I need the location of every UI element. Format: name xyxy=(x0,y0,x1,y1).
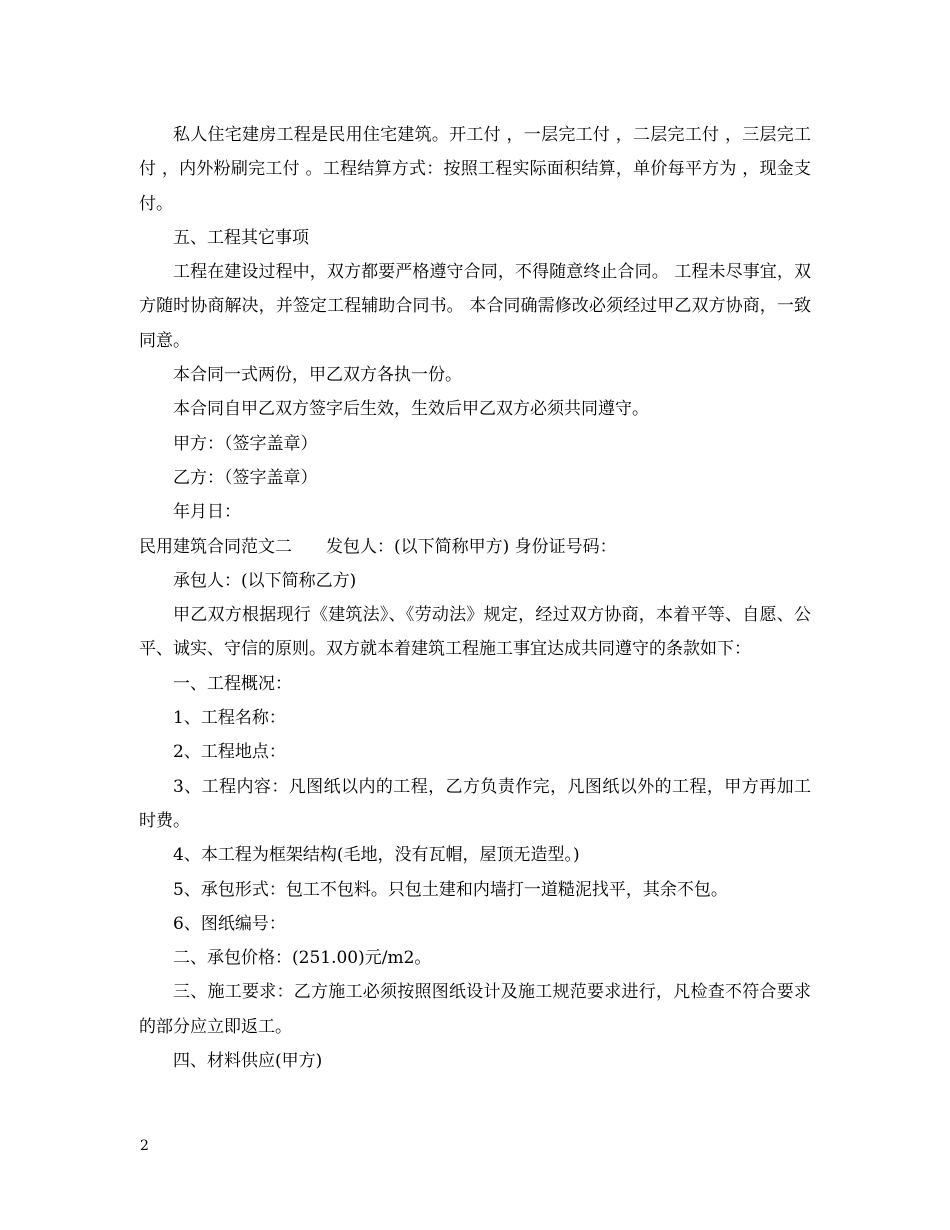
date-line: 年月日： xyxy=(173,502,241,523)
section-heading-other-matters: 五、工程其它事项 xyxy=(173,227,309,248)
item-project-name: 1、工程名称： xyxy=(173,708,286,729)
document-body xyxy=(139,118,811,1078)
item-structure: 4、本工程为框架结构(毛地，没有瓦帽，屋顶无造型。) xyxy=(173,845,580,866)
item-drawing-number: 6、图纸编号： xyxy=(173,913,286,934)
party-a-signature-line: 甲方：（签字盖章） xyxy=(173,433,318,454)
contractor-line: 承包人：(以下简称乙方) xyxy=(173,570,357,591)
item-project-location: 2、工程地点： xyxy=(173,742,286,763)
sample-two-heading: 民用建筑合同范文二 发包人：(以下简称甲方) 身份证号码： xyxy=(139,536,617,557)
paragraph-contract-compliance: 工程在建设过程中，双方都要严格遵守合同，不得随意终止合同。 工程未尽事宜，双方随时协商解决，并签定工程辅助合同书。 本合同确需修改必须经过甲乙双方协商，一致同意。 xyxy=(139,262,811,351)
page-number: 2 xyxy=(140,1138,149,1154)
party-b-signature-line: 乙方：（签字盖章） xyxy=(173,467,318,488)
section-heading-requirements: 三、施工要求：乙方施工必须按照图纸设计及施工规范要求进行，凡检查不符合要求的部分应立即返工。 xyxy=(139,982,811,1037)
section-heading-price: 二、承包价格：(251.00)元/m2。 xyxy=(173,948,432,969)
paragraph-payment-terms: 私人住宅建房工程是民用住宅建筑。开工付 ，一层完工付 ，二层完工付 ，三层完工付 ，内外粉刷完工付 。工程结算方式：按照工程实际面积结算，单价每平方为 ，现金支付。 xyxy=(139,125,811,214)
section-heading-materials: 四、材料供应(甲方) xyxy=(173,1051,323,1072)
item-contract-form: 5、承包形式：包工不包料。只包土建和内墙打一道糙泥找平，其余不包。 xyxy=(173,879,728,900)
paragraph-copies: 本合同一式两份，甲乙双方各执一份。 xyxy=(173,365,462,386)
item-project-content: 3、工程内容：凡图纸以内的工程，乙方负责作完，凡图纸以外的工程，甲方再加工时费。 xyxy=(139,776,811,831)
paragraph-preamble: 甲乙双方根据现行《建筑法》、《劳动法》规定，经过双方协商，本着平等、自愿、公平、诚实、守信的原则。双方就本着建筑工程施工事宜达成共同遵守的条款如下： xyxy=(139,605,811,660)
paragraph-effective: 本合同自甲乙双方签字后生效，生效后甲乙双方必须共同遵守。 xyxy=(173,399,649,420)
section-heading-overview: 一、工程概况： xyxy=(173,673,292,694)
